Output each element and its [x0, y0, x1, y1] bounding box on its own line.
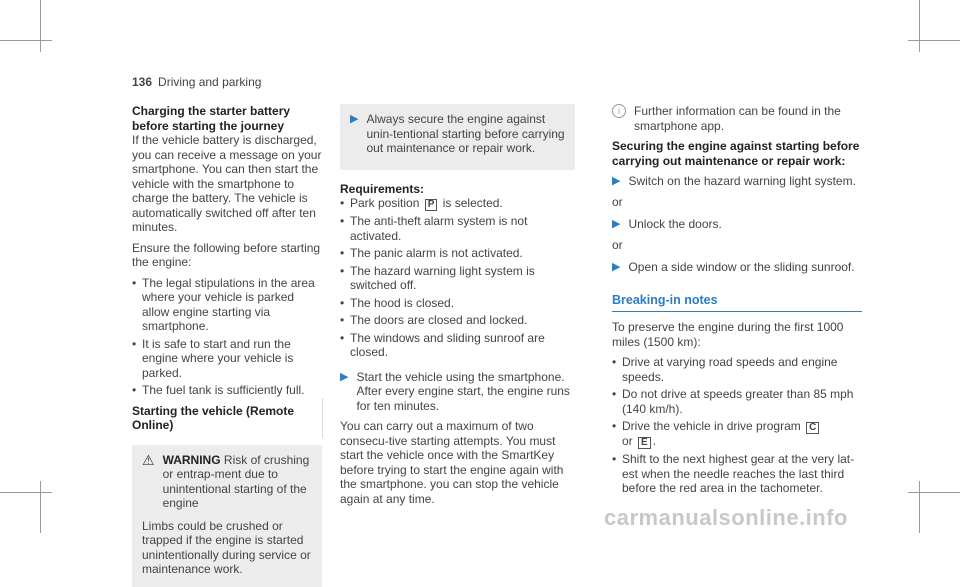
- warning-box: [132, 445, 322, 587]
- crop-mark: [0, 40, 52, 41]
- section-heading-breaking-in: Breaking-in notes: [612, 293, 862, 313]
- divider: [322, 398, 323, 438]
- column-3: [612, 104, 862, 502]
- list-item: • Drive the vehicle in drive program C or E .: [612, 419, 862, 449]
- list-item: • The legal stipulations in the area where your vehicle is parked allow engine starting via smartphone.: [132, 276, 322, 334]
- eco-key-icon: E: [638, 437, 651, 449]
- crop-mark: [908, 492, 960, 493]
- arrow-icon: ▶: [612, 261, 621, 273]
- paragraph: If the vehicle battery is discharged, you can receive a message on your smartphone. You can then start the vehicle with the smartphone to charge the battery. The vehicle is automatically switched off after ten minutes.: [132, 133, 322, 234]
- crop-mark: [908, 40, 960, 41]
- arrow-icon: ▶: [612, 175, 621, 187]
- step: ▶ Start the vehicle using the smartphone. After every engine start, the engine runs for ten minutes.: [340, 369, 570, 413]
- list-item: • The windows and sliding sunroof are closed.: [340, 331, 575, 360]
- note-text: Always secure the engine against unin-tentional starting before carrying out maintenance or repair work.: [366, 112, 565, 155]
- crop-mark: [40, 481, 41, 533]
- heading-charging: Charging the starter battery before starting the journey: [132, 104, 291, 133]
- list-item: • The hazard warning light system is switched off.: [340, 264, 575, 293]
- crop-mark: [919, 0, 920, 52]
- note-box: [340, 104, 575, 170]
- comfort-key-icon: C: [806, 422, 819, 434]
- info-note: i Further information can be found in the smartphone app.: [612, 104, 862, 133]
- list-item: • Shift to the next highest gear at the very lat-est when the needle reaches the last third before the red area in the tachometer.: [612, 452, 862, 496]
- subheading-remote: Starting the vehicle (Remote Online): [132, 403, 295, 432]
- page-header: [132, 75, 261, 89]
- column-1: [132, 104, 322, 587]
- step: ▶ Switch on the hazard warning light system.: [612, 174, 856, 188]
- list-item: • The panic alarm is not activated.: [340, 246, 575, 261]
- crop-mark: [40, 0, 41, 52]
- warning-body: Limbs could be crushed or trapped if the engine is started unintentionally during service or maintenance work.: [142, 518, 311, 576]
- requirements-heading: Requirements:: [340, 181, 425, 196]
- paragraph: Ensure the following before starting the engine:: [132, 240, 321, 269]
- or-label: or: [612, 194, 623, 209]
- column-2: [340, 104, 575, 512]
- info-icon: i: [612, 104, 626, 118]
- list-item: • The fuel tank is sufficiently full.: [132, 383, 322, 398]
- paragraph: To preserve the engine during the first 1000 miles (1500 km):: [612, 320, 844, 349]
- step: ▶ Open a side window or the sliding sunroof.: [612, 260, 855, 274]
- warning-text: Risk of crushing or entrap-ment due to unintentional starting of the engine: [162, 452, 310, 510]
- watermark: carmanualsonline.info: [604, 505, 848, 530]
- list-item: • The anti-theft alarm system is not activated.: [340, 214, 575, 243]
- page-number: 136: [132, 75, 153, 89]
- requirements-list: [340, 196, 575, 360]
- crop-mark: [919, 481, 920, 533]
- list-item: • The hood is closed.: [340, 296, 575, 311]
- list-item: • Park position P is selected.: [340, 196, 575, 211]
- bullet-list: [612, 355, 862, 496]
- step: ▶ Unlock the doors.: [612, 217, 722, 231]
- bullet-list: [132, 276, 322, 398]
- arrow-icon: ▶: [340, 370, 349, 383]
- park-key-icon: P: [425, 199, 438, 211]
- warning-icon: ⚠: [142, 451, 155, 468]
- list-item: • Do not drive at speeds greater than 85 mph (140 km/h).: [612, 387, 862, 416]
- arrow-icon: ▶: [612, 218, 621, 230]
- or-label: or: [612, 237, 623, 252]
- warning-title: WARNING: [162, 452, 221, 467]
- arrow-icon: ▶: [350, 113, 359, 125]
- securing-heading: Securing the engine against starting before carrying out maintenance or repair work:: [612, 139, 860, 168]
- paragraph: You can carry out a maximum of two consecu-tive starting attempts. You must start the vehicle once with the SmartKey before trying to start the engine again with the smartphone. you can stop the vehicle again at any time.: [340, 419, 564, 506]
- section-title: Driving and parking: [158, 75, 262, 89]
- list-item: • It is safe to start and run the engine where your vehicle is parked.: [132, 337, 322, 381]
- list-item: • Drive at varying road speeds and engine speeds.: [612, 355, 862, 384]
- list-item: • The doors are closed and locked.: [340, 313, 575, 328]
- crop-mark: [0, 492, 52, 493]
